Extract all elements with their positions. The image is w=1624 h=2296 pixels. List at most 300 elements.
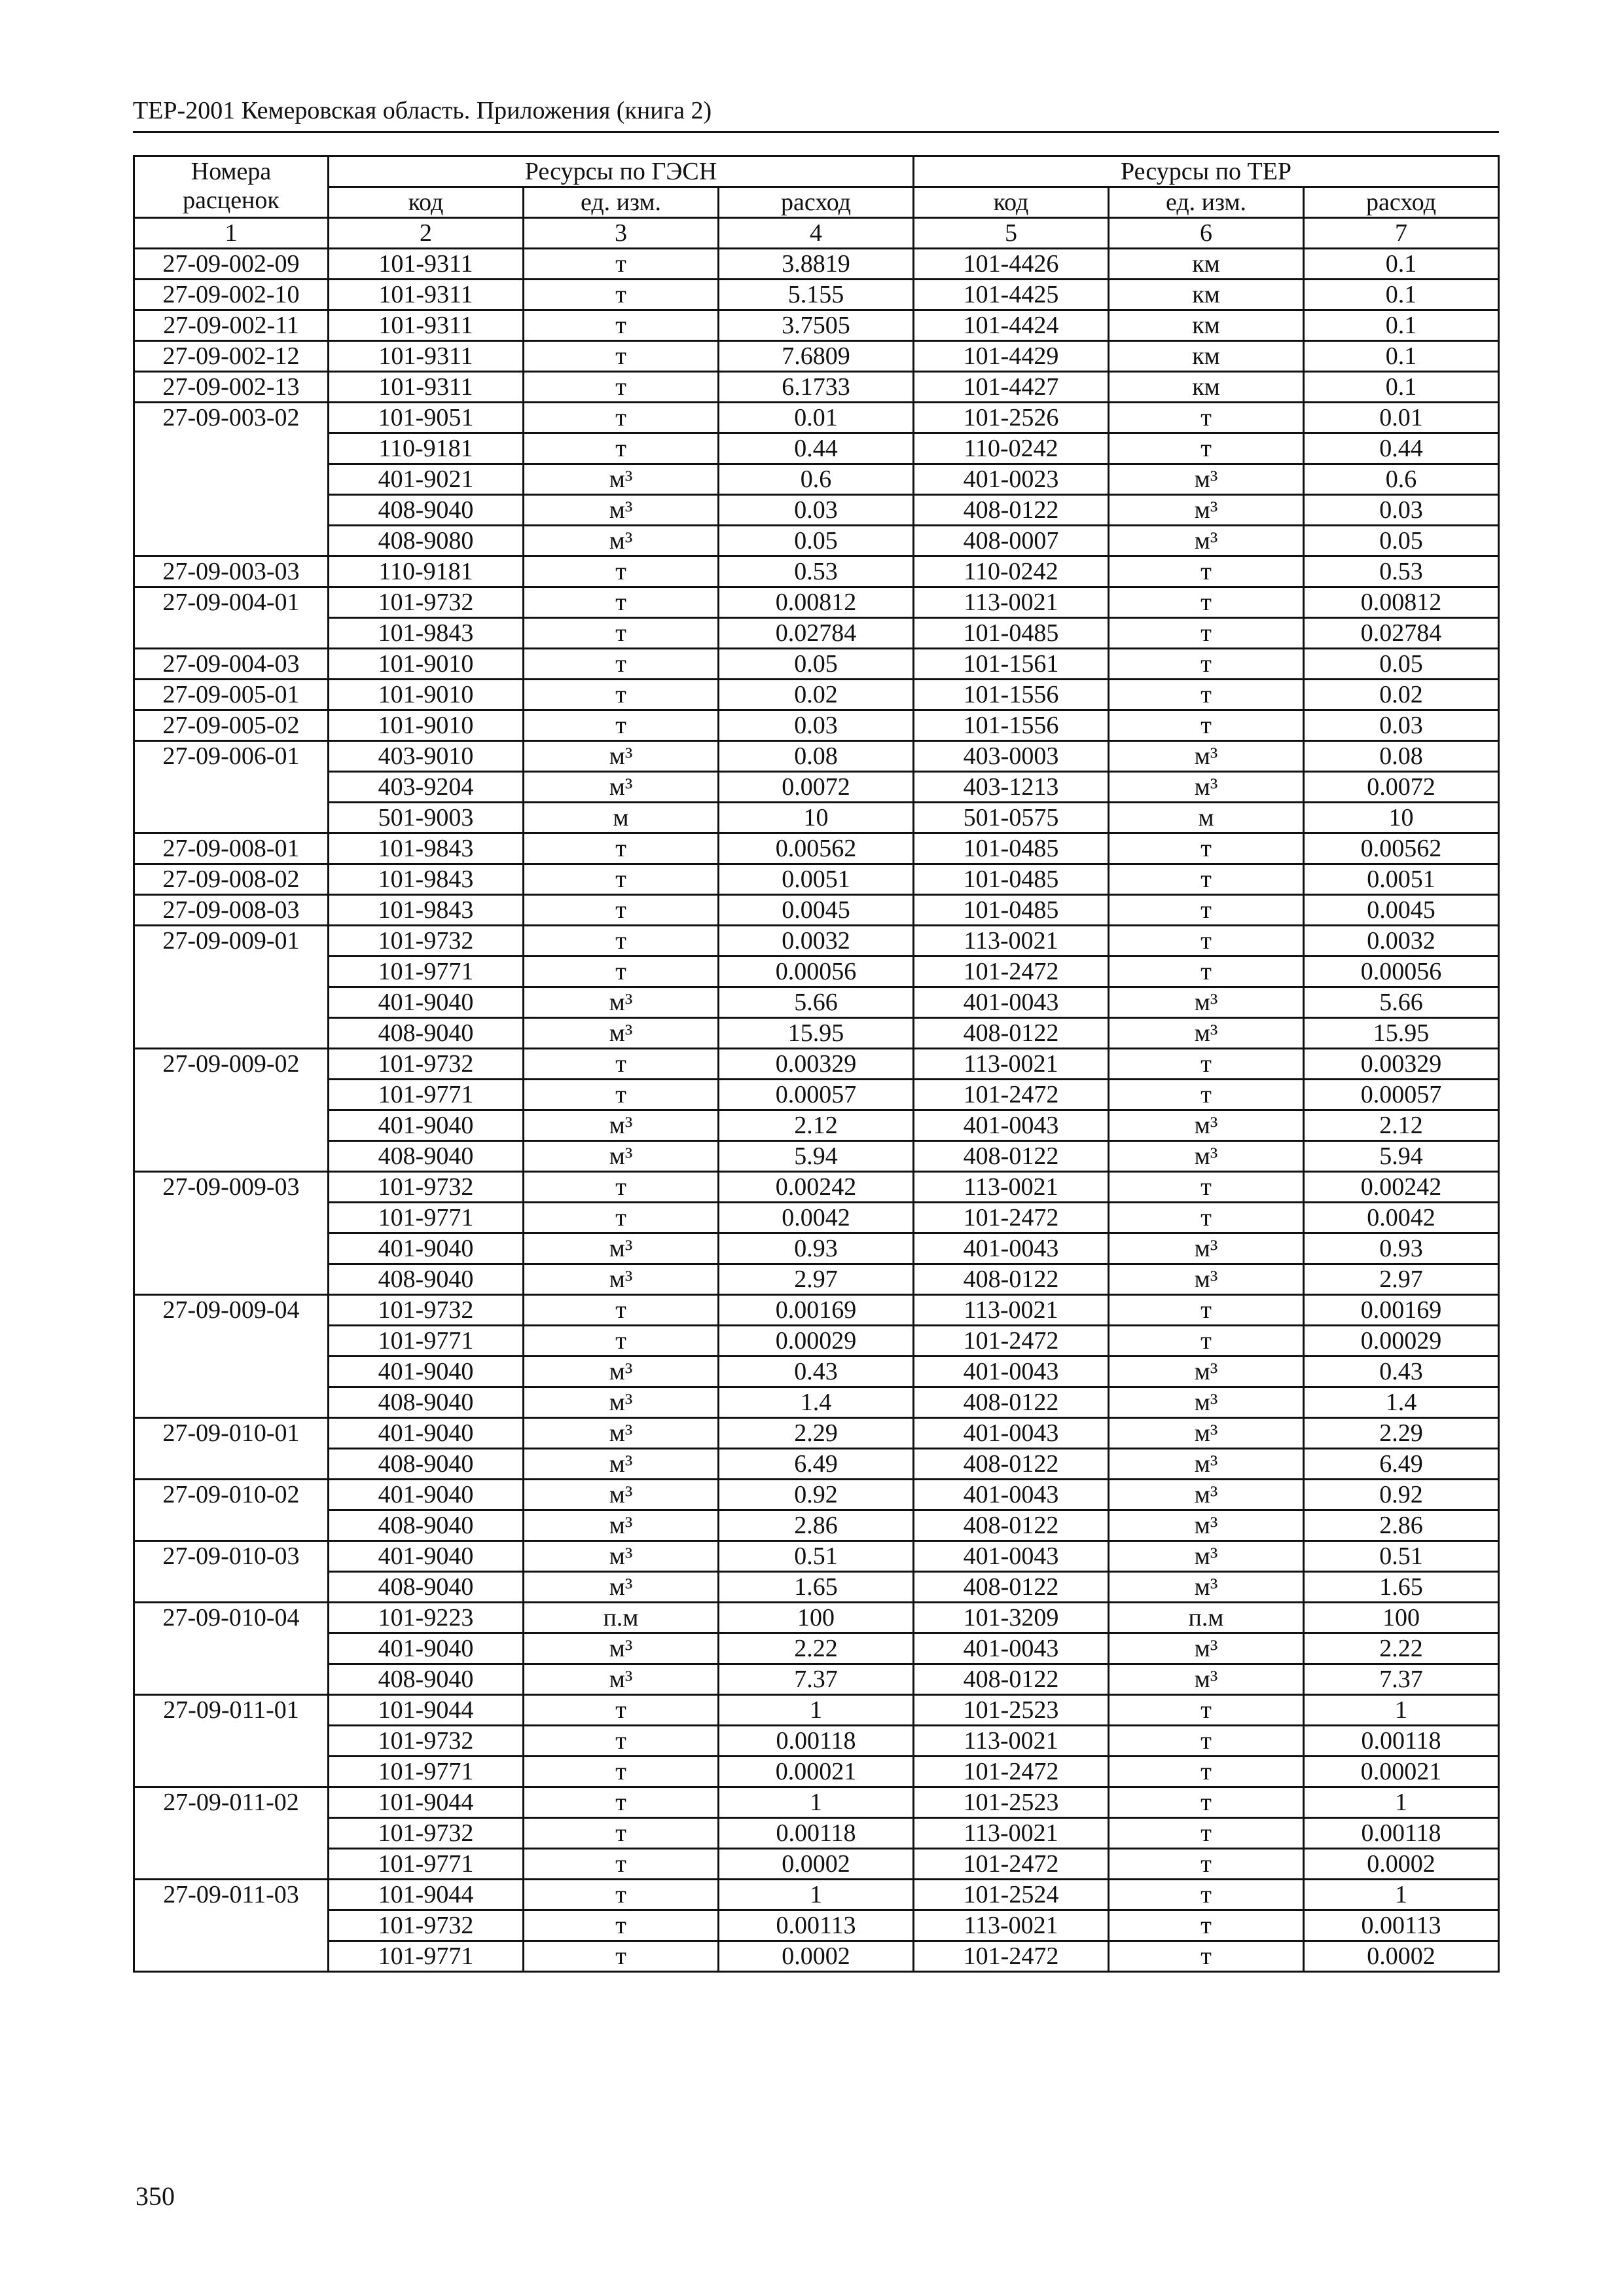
ter-consumption-cell: 7.37 [1304, 1664, 1499, 1695]
gesn-code-cell: 101-9010 [329, 649, 524, 680]
table-row [134, 772, 1499, 803]
gesn-consumption-cell: 0.92 [719, 1480, 914, 1510]
ter-unit-cell: т [1109, 1880, 1304, 1910]
gesn-unit-cell: т [524, 710, 719, 741]
ter-unit-cell: м³ [1109, 1664, 1304, 1695]
ter-unit-cell: м³ [1109, 1510, 1304, 1541]
ter-consumption-cell: 0.00812 [1304, 587, 1499, 618]
gesn-consumption-cell: 0.02784 [719, 618, 914, 649]
ter-consumption-cell: 0.1 [1304, 310, 1499, 341]
page-number: 350 [135, 2181, 175, 2211]
ter-consumption-cell: 0.03 [1304, 710, 1499, 741]
gesn-unit-cell: т [524, 433, 719, 464]
table-row [134, 1141, 1499, 1172]
gesn-code-cell: 101-9223 [329, 1603, 524, 1633]
ter-unit-cell: км [1109, 341, 1304, 372]
ter-consumption-cell: 0.0042 [1304, 1203, 1499, 1233]
ter-unit-cell: м³ [1109, 1418, 1304, 1449]
ter-code-cell: 403-1213 [914, 772, 1109, 803]
ter-consumption-cell: 100 [1304, 1603, 1499, 1633]
rate-number-cell: 27-09-009-01 [134, 926, 329, 957]
gesn-unit-cell: т [524, 864, 719, 895]
table-row [134, 1233, 1499, 1264]
ter-code-cell: 101-0485 [914, 864, 1109, 895]
ter-unit-cell: т [1109, 1295, 1304, 1326]
rate-number-cell [134, 772, 329, 803]
gesn-code-cell: 403-9010 [329, 741, 524, 772]
gesn-unit-cell: м³ [524, 1387, 719, 1418]
gesn-consumption-cell: 0.03 [719, 495, 914, 526]
table-row [134, 803, 1499, 833]
ter-code-cell: 110-0242 [914, 556, 1109, 587]
gesn-consumption-cell: 0.08 [719, 741, 914, 772]
page-header [133, 90, 1499, 133]
ter-unit-cell: м³ [1109, 1233, 1304, 1264]
ter-code-cell: 408-0122 [914, 1510, 1109, 1541]
rate-number-cell: 27-09-004-01 [134, 587, 329, 618]
header-rate-numbers-line1: Номера [190, 158, 272, 185]
rate-number-cell: 27-09-009-04 [134, 1295, 329, 1326]
ter-code-cell: 101-4424 [914, 310, 1109, 341]
ter-consumption-cell: 0.02784 [1304, 618, 1499, 649]
table-row [134, 1049, 1499, 1080]
ter-code-cell: 401-0043 [914, 1480, 1109, 1510]
table-header-row-numbers [134, 218, 1499, 249]
rate-number-cell: 27-09-005-01 [134, 680, 329, 710]
ter-code-cell: 101-2523 [914, 1787, 1109, 1818]
gesn-unit-cell: т [524, 680, 719, 710]
gesn-unit-cell: м³ [524, 1449, 719, 1480]
gesn-unit-cell: т [524, 249, 719, 280]
table-row [134, 957, 1499, 987]
gesn-unit-cell: т [524, 1326, 719, 1357]
ter-unit-cell: т [1109, 1326, 1304, 1357]
ter-consumption-cell: 5.66 [1304, 987, 1499, 1018]
table-row [134, 926, 1499, 957]
gesn-consumption-cell: 3.7505 [719, 310, 914, 341]
gesn-consumption-cell: 2.29 [719, 1418, 914, 1449]
rate-number-cell [134, 526, 329, 556]
ter-unit-cell: м³ [1109, 1449, 1304, 1480]
gesn-consumption-cell: 0.05 [719, 526, 914, 556]
header-gesn-unit: ед. изм. [524, 187, 719, 218]
table-head [134, 156, 1499, 249]
gesn-consumption-cell: 0.51 [719, 1541, 914, 1572]
ter-code-cell: 101-2472 [914, 1203, 1109, 1233]
gesn-consumption-cell: 0.0042 [719, 1203, 914, 1233]
table-row [134, 1541, 1499, 1572]
gesn-unit-cell: т [524, 1695, 719, 1726]
gesn-code-cell: 408-9040 [329, 1387, 524, 1418]
rate-number-cell [134, 1449, 329, 1480]
rate-number-cell [134, 1018, 329, 1049]
ter-unit-cell: м³ [1109, 1633, 1304, 1664]
rate-number-cell: 27-09-010-01 [134, 1418, 329, 1449]
ter-consumption-cell: 0.00057 [1304, 1080, 1499, 1110]
table-row [134, 310, 1499, 341]
ter-code-cell: 401-0043 [914, 1233, 1109, 1264]
ter-consumption-cell: 0.1 [1304, 249, 1499, 280]
ter-consumption-cell: 0.00329 [1304, 1049, 1499, 1080]
gesn-consumption-cell: 7.37 [719, 1664, 914, 1695]
ter-consumption-cell: 0.05 [1304, 649, 1499, 680]
gesn-unit-cell: т [524, 833, 719, 864]
ter-code-cell: 101-0485 [914, 895, 1109, 926]
ter-consumption-cell: 0.03 [1304, 495, 1499, 526]
gesn-unit-cell: м [524, 803, 719, 833]
ter-code-cell: 110-0242 [914, 433, 1109, 464]
table-row [134, 618, 1499, 649]
gesn-consumption-cell: 0.00057 [719, 1080, 914, 1110]
header-gesn-code: код [329, 187, 524, 218]
rate-number-cell [134, 1818, 329, 1849]
gesn-unit-cell: т [524, 1049, 719, 1080]
ter-unit-cell: т [1109, 1695, 1304, 1726]
rate-number-cell [134, 1664, 329, 1695]
gesn-code-cell: 101-9732 [329, 1295, 524, 1326]
ter-unit-cell: т [1109, 1049, 1304, 1080]
ter-code-cell: 408-0122 [914, 1141, 1109, 1172]
ter-unit-cell: т [1109, 1203, 1304, 1233]
table-row [134, 341, 1499, 372]
ter-unit-cell: м³ [1109, 495, 1304, 526]
ter-code-cell: 101-2472 [914, 957, 1109, 987]
ter-code-cell: 401-0043 [914, 1418, 1109, 1449]
ter-unit-cell: т [1109, 895, 1304, 926]
gesn-consumption-cell: 0.05 [719, 649, 914, 680]
gesn-unit-cell: т [524, 1726, 719, 1757]
gesn-code-cell: 401-9040 [329, 1633, 524, 1664]
gesn-code-cell: 408-9040 [329, 1510, 524, 1541]
gesn-unit-cell: м³ [524, 1264, 719, 1295]
ter-consumption-cell: 0.00242 [1304, 1172, 1499, 1203]
gesn-consumption-cell: 7.6809 [719, 341, 914, 372]
table-row [134, 1910, 1499, 1941]
table-header-row-groups [134, 156, 1499, 187]
rate-number-cell: 27-09-002-10 [134, 280, 329, 310]
rate-number-cell [134, 1357, 329, 1387]
gesn-consumption-cell: 1.65 [719, 1572, 914, 1603]
gesn-unit-cell: т [524, 957, 719, 987]
gesn-code-cell: 401-9021 [329, 464, 524, 495]
gesn-unit-cell: м³ [524, 1418, 719, 1449]
gesn-consumption-cell: 5.155 [719, 280, 914, 310]
ter-unit-cell: м³ [1109, 1264, 1304, 1295]
ter-consumption-cell: 1.65 [1304, 1572, 1499, 1603]
table-row [134, 1080, 1499, 1110]
ter-unit-cell: т [1109, 1787, 1304, 1818]
gesn-code-cell: 408-9040 [329, 1141, 524, 1172]
ter-consumption-cell: 0.00118 [1304, 1726, 1499, 1757]
gesn-code-cell: 101-9843 [329, 618, 524, 649]
table-row [134, 649, 1499, 680]
rate-number-cell: 27-09-002-09 [134, 249, 329, 280]
gesn-unit-cell: т [524, 372, 719, 403]
ter-consumption-cell: 0.0051 [1304, 864, 1499, 895]
ter-consumption-cell: 2.22 [1304, 1633, 1499, 1664]
gesn-code-cell: 101-9051 [329, 403, 524, 433]
ter-unit-cell: м³ [1109, 464, 1304, 495]
rate-number-cell: 27-09-010-03 [134, 1541, 329, 1572]
gesn-code-cell: 408-9080 [329, 526, 524, 556]
ter-consumption-cell: 1 [1304, 1880, 1499, 1910]
gesn-unit-cell: т [524, 926, 719, 957]
ter-consumption-cell: 0.53 [1304, 556, 1499, 587]
rate-number-cell [134, 464, 329, 495]
gesn-consumption-cell: 5.94 [719, 1141, 914, 1172]
gesn-unit-cell: м³ [524, 1110, 719, 1141]
gesn-consumption-cell: 6.1733 [719, 372, 914, 403]
ter-code-cell: 401-0043 [914, 1357, 1109, 1387]
gesn-consumption-cell: 5.66 [719, 987, 914, 1018]
gesn-consumption-cell: 0.93 [719, 1233, 914, 1264]
gesn-consumption-cell: 0.00169 [719, 1295, 914, 1326]
ter-unit-cell: т [1109, 433, 1304, 464]
gesn-consumption-cell: 0.43 [719, 1357, 914, 1387]
header-gesn-consumption: расход [719, 187, 914, 218]
ter-unit-cell: т [1109, 680, 1304, 710]
ter-consumption-cell: 1 [1304, 1787, 1499, 1818]
ter-code-cell: 113-0021 [914, 587, 1109, 618]
gesn-code-cell: 101-9010 [329, 710, 524, 741]
gesn-unit-cell: т [524, 556, 719, 587]
rate-number-cell [134, 1633, 329, 1664]
gesn-unit-cell: т [524, 1203, 719, 1233]
gesn-unit-cell: м³ [524, 1633, 719, 1664]
ter-consumption-cell: 2.97 [1304, 1264, 1499, 1295]
ter-consumption-cell: 0.00056 [1304, 957, 1499, 987]
rate-number-cell: 27-09-005-02 [134, 710, 329, 741]
ter-consumption-cell: 2.86 [1304, 1510, 1499, 1541]
ter-consumption-cell: 0.0072 [1304, 772, 1499, 803]
table-row [134, 556, 1499, 587]
ter-code-cell: 401-0043 [914, 1541, 1109, 1572]
gesn-consumption-cell: 0.00812 [719, 587, 914, 618]
ter-code-cell: 408-0122 [914, 1664, 1109, 1695]
rate-number-cell: 27-09-009-03 [134, 1172, 329, 1203]
column-number: 6 [1109, 218, 1304, 249]
gesn-unit-cell: т [524, 1910, 719, 1941]
rate-number-cell [134, 1572, 329, 1603]
ter-unit-cell: м³ [1109, 1572, 1304, 1603]
ter-unit-cell: м³ [1109, 1480, 1304, 1510]
gesn-consumption-cell: 3.8819 [719, 249, 914, 280]
ter-consumption-cell: 0.93 [1304, 1233, 1499, 1264]
ter-consumption-cell: 0.01 [1304, 403, 1499, 433]
gesn-consumption-cell: 0.00056 [719, 957, 914, 987]
gesn-code-cell: 101-9311 [329, 310, 524, 341]
ter-consumption-cell: 0.44 [1304, 433, 1499, 464]
table-row [134, 403, 1499, 433]
ter-code-cell: 101-1561 [914, 649, 1109, 680]
gesn-code-cell: 101-9771 [329, 1326, 524, 1357]
ter-unit-cell: т [1109, 864, 1304, 895]
ter-unit-cell: м³ [1109, 526, 1304, 556]
table-body [134, 249, 1499, 1972]
ter-unit-cell: т [1109, 587, 1304, 618]
ter-unit-cell: м³ [1109, 1141, 1304, 1172]
table-header-row-sub [134, 187, 1499, 218]
table-row [134, 1110, 1499, 1141]
gesn-code-cell: 403-9204 [329, 772, 524, 803]
rate-number-cell [134, 957, 329, 987]
gesn-consumption-cell: 0.00118 [719, 1726, 914, 1757]
ter-unit-cell: т [1109, 1818, 1304, 1849]
ter-code-cell: 401-0043 [914, 1633, 1109, 1664]
gesn-unit-cell: т [524, 341, 719, 372]
table-row [134, 1941, 1499, 1972]
gesn-consumption-cell: 0.02 [719, 680, 914, 710]
ter-code-cell: 403-0003 [914, 741, 1109, 772]
column-number: 5 [914, 218, 1109, 249]
gesn-consumption-cell: 1 [719, 1695, 914, 1726]
gesn-code-cell: 101-9771 [329, 1757, 524, 1787]
ter-unit-cell: м³ [1109, 987, 1304, 1018]
rate-number-cell: 27-09-003-03 [134, 556, 329, 587]
ter-unit-cell: км [1109, 372, 1304, 403]
table-row [134, 1880, 1499, 1910]
ter-unit-cell: т [1109, 957, 1304, 987]
gesn-unit-cell: т [524, 1787, 719, 1818]
ter-consumption-cell: 10 [1304, 803, 1499, 833]
rate-number-cell [134, 618, 329, 649]
gesn-unit-cell: т [524, 1818, 719, 1849]
ter-unit-cell: т [1109, 556, 1304, 587]
gesn-consumption-cell: 0.00118 [719, 1818, 914, 1849]
table-row [134, 1326, 1499, 1357]
table-row [134, 587, 1499, 618]
rate-number-cell: 27-09-004-03 [134, 649, 329, 680]
ter-unit-cell: м³ [1109, 1018, 1304, 1049]
ter-code-cell: 101-2472 [914, 1757, 1109, 1787]
table-row [134, 1295, 1499, 1326]
ter-code-cell: 101-3209 [914, 1603, 1109, 1633]
ter-code-cell: 408-0122 [914, 1018, 1109, 1049]
ter-unit-cell: м³ [1109, 1541, 1304, 1572]
column-number: 4 [719, 218, 914, 249]
rate-number-cell [134, 1510, 329, 1541]
gesn-unit-cell: м³ [524, 1480, 719, 1510]
ter-consumption-cell: 2.29 [1304, 1418, 1499, 1449]
ter-code-cell: 408-0122 [914, 1387, 1109, 1418]
ter-code-cell: 408-0122 [914, 1264, 1109, 1295]
table-row [134, 280, 1499, 310]
gesn-consumption-cell: 2.97 [719, 1264, 914, 1295]
gesn-code-cell: 501-9003 [329, 803, 524, 833]
gesn-consumption-cell: 1.4 [719, 1387, 914, 1418]
gesn-consumption-cell: 2.12 [719, 1110, 914, 1141]
gesn-unit-cell: м³ [524, 495, 719, 526]
ter-code-cell: 101-2472 [914, 1941, 1109, 1972]
column-number: 3 [524, 218, 719, 249]
gesn-consumption-cell: 10 [719, 803, 914, 833]
header-rate-numbers-line2: расценок [183, 187, 280, 214]
gesn-unit-cell: м³ [524, 1664, 719, 1695]
ter-consumption-cell: 0.00113 [1304, 1910, 1499, 1941]
gesn-consumption-cell: 6.49 [719, 1449, 914, 1480]
ter-unit-cell: т [1109, 1726, 1304, 1757]
ter-code-cell: 113-0021 [914, 926, 1109, 957]
ter-unit-cell: м³ [1109, 1387, 1304, 1418]
ter-consumption-cell: 0.08 [1304, 741, 1499, 772]
ter-consumption-cell: 0.43 [1304, 1357, 1499, 1387]
gesn-consumption-cell: 0.0002 [719, 1941, 914, 1972]
gesn-unit-cell: т [524, 1941, 719, 1972]
ter-code-cell: 401-0043 [914, 1110, 1109, 1141]
table-row [134, 1264, 1499, 1295]
ter-code-cell: 113-0021 [914, 1172, 1109, 1203]
rate-number-cell: 27-09-011-01 [134, 1695, 329, 1726]
rate-number-cell [134, 1910, 329, 1941]
gesn-code-cell: 101-9771 [329, 1203, 524, 1233]
rate-number-cell [134, 1264, 329, 1295]
ter-unit-cell: т [1109, 403, 1304, 433]
rate-number-cell [134, 1387, 329, 1418]
rate-number-cell [134, 1326, 329, 1357]
gesn-consumption-cell: 0.6 [719, 464, 914, 495]
gesn-unit-cell: м³ [524, 526, 719, 556]
gesn-code-cell: 101-9771 [329, 957, 524, 987]
gesn-code-cell: 101-9771 [329, 1849, 524, 1880]
rate-number-cell [134, 1233, 329, 1264]
gesn-code-cell: 408-9040 [329, 1449, 524, 1480]
gesn-unit-cell: т [524, 403, 719, 433]
ter-unit-cell: м³ [1109, 741, 1304, 772]
ter-code-cell: 501-0575 [914, 803, 1109, 833]
column-number: 1 [134, 218, 329, 249]
table-row [134, 1603, 1499, 1633]
ter-code-cell: 113-0021 [914, 1910, 1109, 1941]
rate-number-cell: 27-09-006-01 [134, 741, 329, 772]
rate-number-cell: 27-09-009-02 [134, 1049, 329, 1080]
gesn-code-cell: 401-9040 [329, 1541, 524, 1572]
ter-unit-cell: т [1109, 1172, 1304, 1203]
table-row [134, 1510, 1499, 1541]
ter-unit-cell: п.м [1109, 1603, 1304, 1633]
ter-code-cell: 101-4429 [914, 341, 1109, 372]
ter-consumption-cell: 1 [1304, 1695, 1499, 1726]
table-row [134, 526, 1499, 556]
ter-consumption-cell: 5.94 [1304, 1141, 1499, 1172]
ter-consumption-cell: 0.0002 [1304, 1941, 1499, 1972]
rate-number-cell: 27-09-010-02 [134, 1480, 329, 1510]
resources-table [133, 155, 1500, 1973]
table-row [134, 464, 1499, 495]
table-row [134, 1449, 1499, 1480]
table-row [134, 1480, 1499, 1510]
gesn-code-cell: 101-9044 [329, 1880, 524, 1910]
gesn-unit-cell: м³ [524, 1510, 719, 1541]
header-gesn-group: Ресурсы по ГЭСН [329, 156, 914, 187]
rate-number-cell: 27-09-002-12 [134, 341, 329, 372]
header-ter-code: код [914, 187, 1109, 218]
rate-number-cell [134, 1726, 329, 1757]
ter-consumption-cell: 0.0032 [1304, 926, 1499, 957]
ter-unit-cell: км [1109, 280, 1304, 310]
gesn-unit-cell: т [524, 310, 719, 341]
gesn-unit-cell: т [524, 280, 719, 310]
ter-unit-cell: м [1109, 803, 1304, 833]
gesn-code-cell: 408-9040 [329, 1018, 524, 1049]
ter-code-cell: 408-0007 [914, 526, 1109, 556]
ter-unit-cell: т [1109, 1080, 1304, 1110]
gesn-unit-cell: т [524, 1849, 719, 1880]
gesn-consumption-cell: 1 [719, 1787, 914, 1818]
ter-consumption-cell: 0.00118 [1304, 1818, 1499, 1849]
gesn-unit-cell: т [524, 649, 719, 680]
table-row [134, 1757, 1499, 1787]
table-row [134, 372, 1499, 403]
